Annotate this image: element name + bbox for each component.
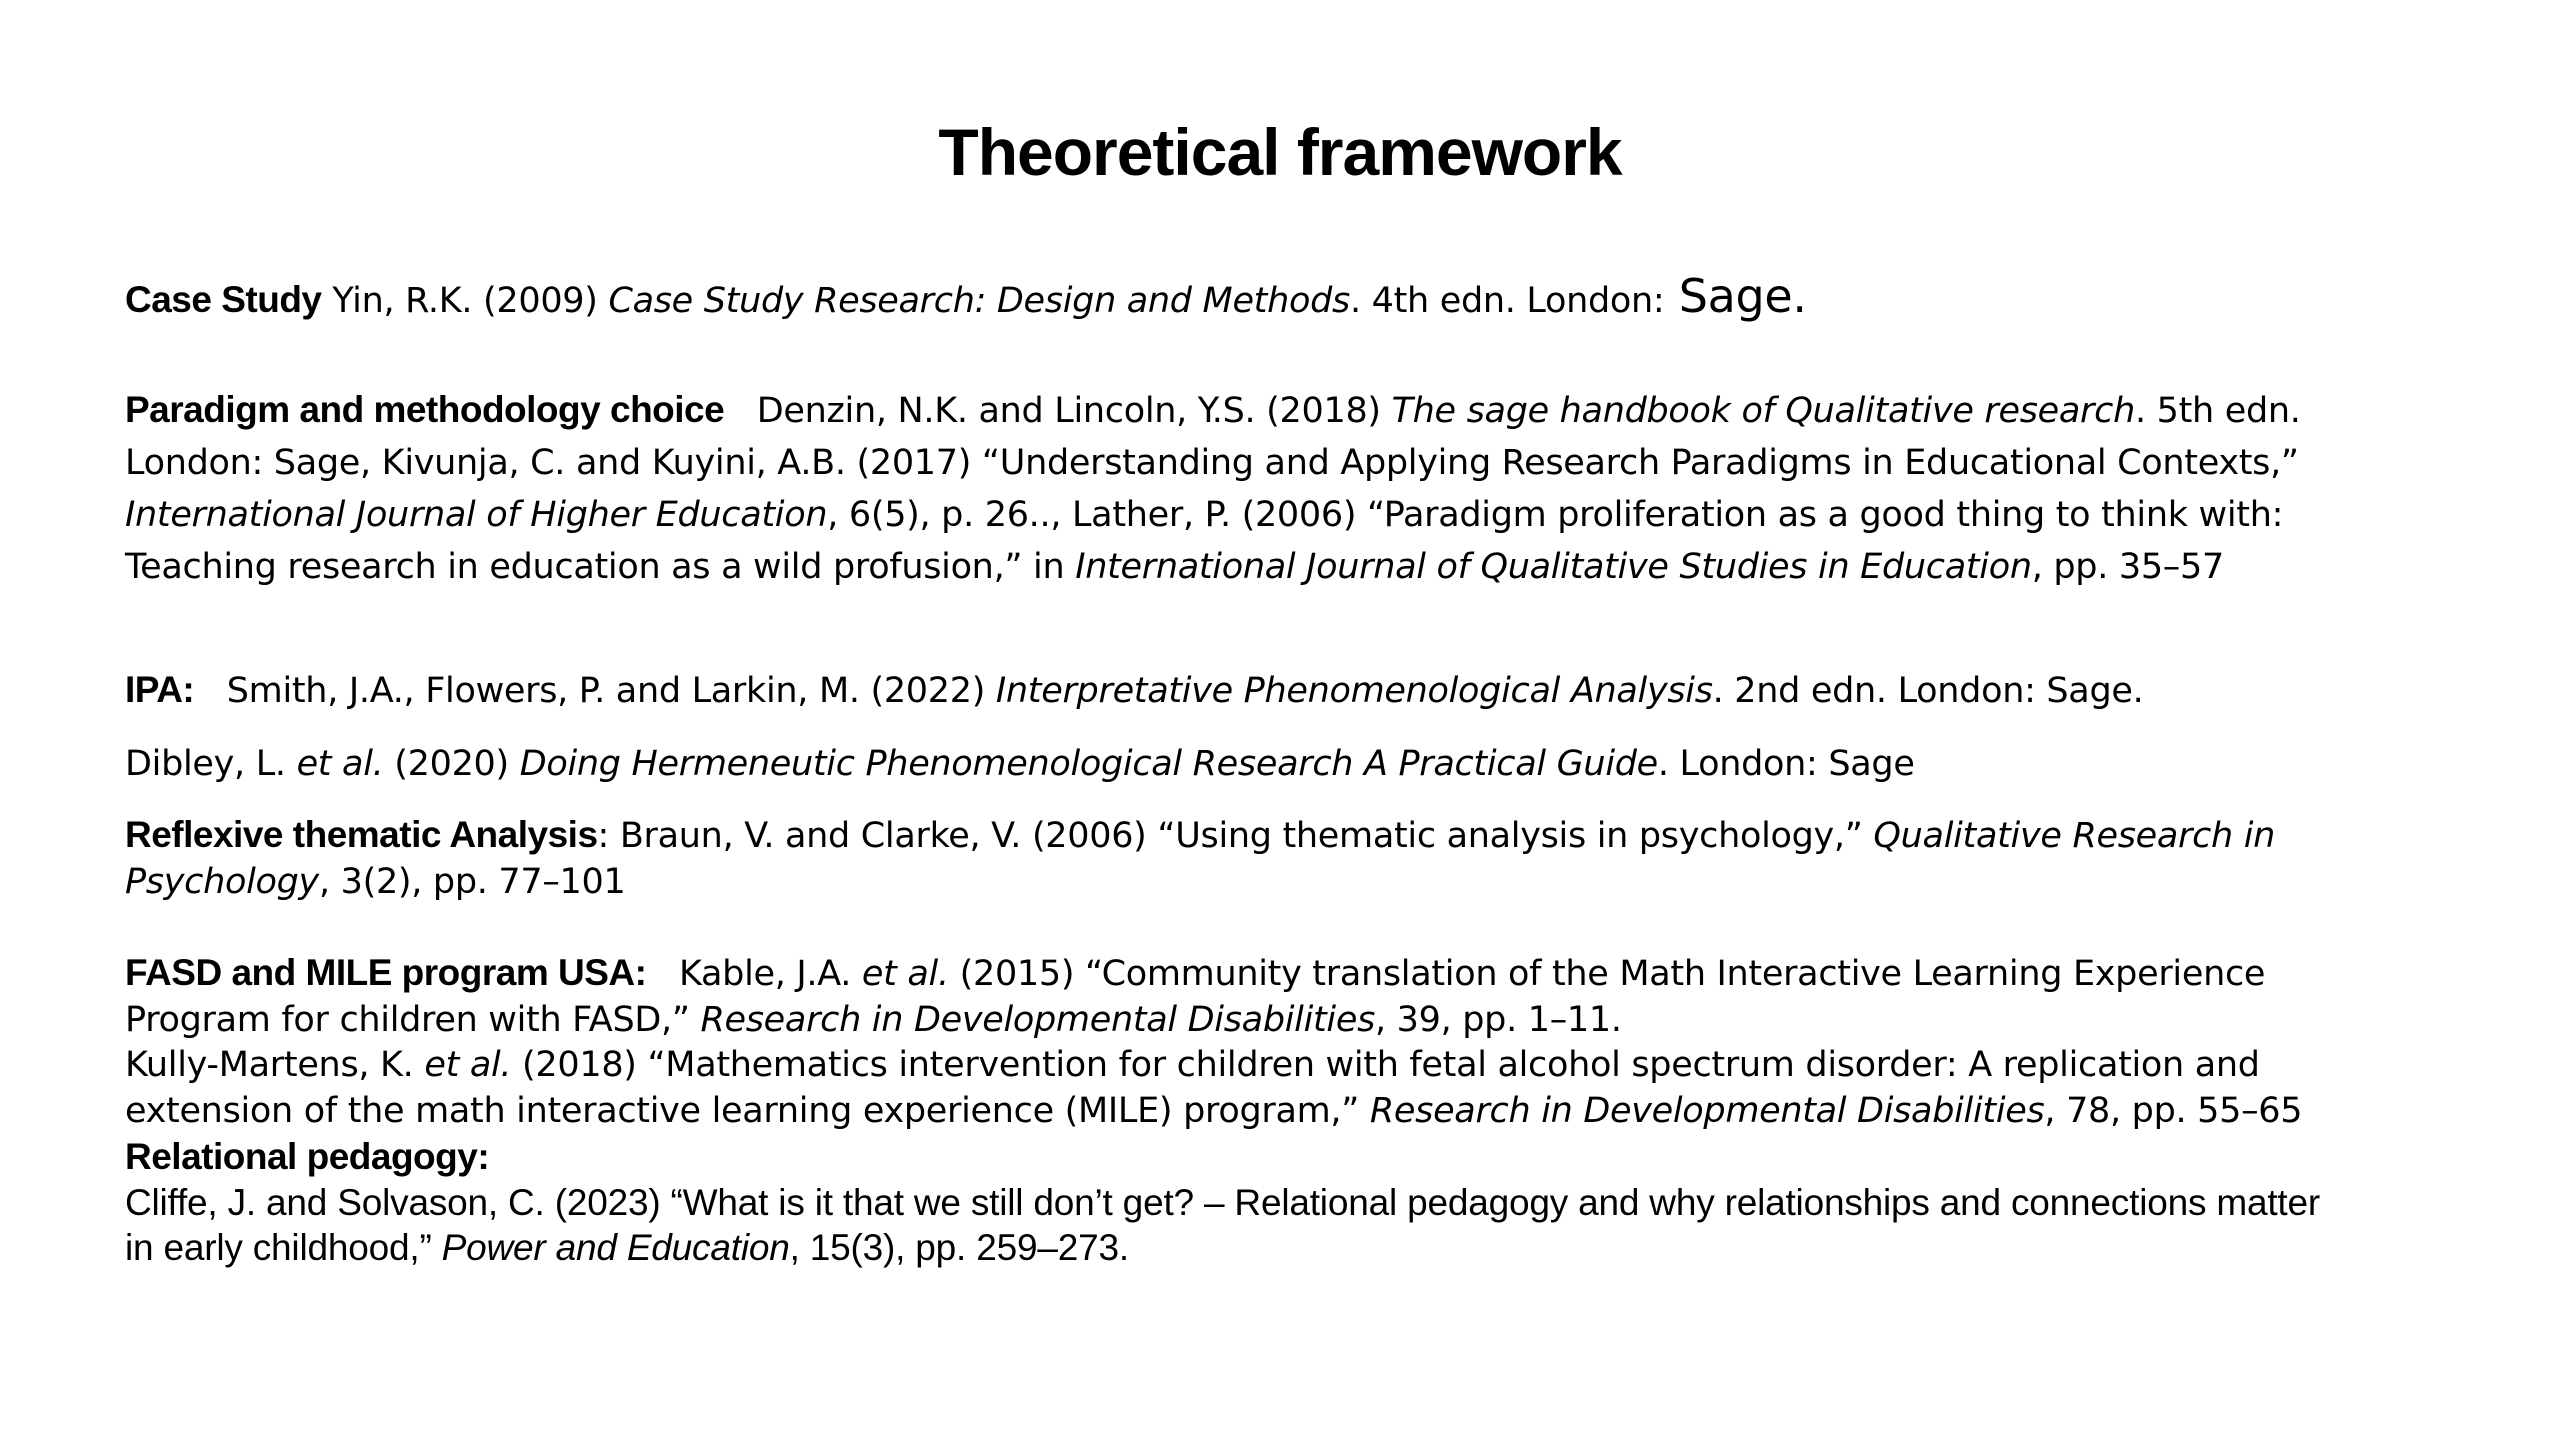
relational-reference bbox=[125, 1180, 2325, 1271]
fasd-et-al-2: et al. bbox=[424, 1045, 512, 1085]
fasd-text-6: , 78, pp. 55–65 bbox=[2044, 1090, 2303, 1131]
fasd-reference bbox=[125, 950, 2325, 1271]
fasd-heading: FASD and MILE program USA bbox=[125, 952, 635, 993]
dibley-text-3: . London: Sage bbox=[1657, 744, 1915, 784]
relational-text-2: , 15(3), pp. 259–273. bbox=[789, 1227, 1129, 1268]
reflexive-text-2: , 3(2), pp. 77–101 bbox=[318, 861, 626, 902]
dibley-text-1: Dibley, L. bbox=[125, 744, 297, 784]
fasd-text-3: , 39, pp. 1–11. bbox=[1375, 999, 1622, 1040]
dibley-reference bbox=[125, 738, 2325, 790]
relational-heading: Relational pedagogy: bbox=[125, 1136, 490, 1177]
fasd-text-2: (2015) “Community translation of the Math Interactive Learning Experience Program for children with FASD,” bbox=[125, 954, 2266, 1040]
fasd-journal-1: Research in Developmental Disabilities bbox=[700, 999, 1376, 1040]
relational-journal: Power and Education bbox=[441, 1227, 790, 1268]
fasd-text-1: Kable, J.A. bbox=[678, 954, 862, 994]
ipa-text-1: Smith, J.A., Flowers, P. and Larkin, M. (2022) bbox=[226, 671, 996, 711]
case-study-heading: Case Study bbox=[125, 279, 322, 320]
paradigm-italic-3: International Journal of Qualitative Studies in Education bbox=[1075, 547, 2032, 587]
reflexive-journal: Qualitative Research in Psychology bbox=[125, 816, 2276, 902]
case-study-edition: . 4th edn. London bbox=[1349, 281, 1653, 321]
case-study-book-title: Case Study Research: Design and Methods bbox=[608, 281, 1350, 321]
fasd-colon: : bbox=[634, 952, 647, 993]
paradigm-text-2: . 5th edn. London: Sage, Kivunja, C. and Kuyini, A.B. (2017) “Understanding and Applying Research Paradigms in Educational Contexts,” bbox=[125, 391, 2301, 483]
paradigm-heading: Paradigm and methodology choice bbox=[125, 389, 725, 430]
paradigm-italic-2: International Journal of Higher Education bbox=[125, 495, 828, 535]
fasd-text-5: (2018) “Mathematics intervention for children with fetal alcohol spectrum disorder: A replication and extension of the math interactive learning experience (MILE) program,” bbox=[125, 1045, 2260, 1131]
ipa-book-title: Interpretative Phenomenological Analysis bbox=[995, 671, 1713, 711]
case-study-text: Yin, R.K. (2009) bbox=[332, 281, 609, 321]
fasd-second-reference bbox=[125, 1043, 2325, 1134]
dibley-et-al: et al. bbox=[296, 744, 384, 784]
ipa-text-2: . 2nd edn. London: Sage. bbox=[1712, 671, 2144, 711]
ipa-heading: IPA: bbox=[125, 669, 195, 710]
fasd-et-al-1: et al. bbox=[861, 954, 949, 994]
case-study-reference bbox=[125, 270, 2325, 327]
relational-text-1: Cliffe, J. and Solvason, C. (2023) “What is it that we still don’t get? – Relational pedagogy and why relationships and connections matter in early childhood,” bbox=[125, 1181, 2321, 1268]
reflexive-reference bbox=[125, 812, 2325, 905]
page-title: Theoretical framework bbox=[938, 115, 1622, 189]
fasd-journal-2: Research in Developmental Disabilities bbox=[1369, 1090, 2045, 1131]
paradigm-text-4: , pp. 35–57 bbox=[2031, 547, 2224, 587]
case-study-colon: : bbox=[1652, 281, 1665, 321]
ipa-reference bbox=[125, 664, 2325, 717]
case-study-publisher: Sage. bbox=[1664, 269, 1807, 323]
fasd-text-4: Kully-Martens, K. bbox=[125, 1045, 425, 1085]
paradigm-italic-1: The sage handbook of Qualitative research bbox=[1391, 391, 2135, 431]
reflexive-text-1: : Braun, V. and Clarke, V. (2006) “Using thematic analysis in psychology,” bbox=[597, 816, 1874, 856]
dibley-book-title: Doing Hermeneutic Phenomenological Research A Practical Guide bbox=[519, 744, 1658, 784]
paradigm-reference bbox=[125, 384, 2325, 593]
paradigm-text-1: Denzin, N.K. and Lincoln, Y.S. (2018) bbox=[756, 391, 1392, 431]
dibley-text-2: (2020) bbox=[383, 744, 520, 784]
reflexive-heading: Reflexive thematic Analysis bbox=[125, 814, 598, 855]
paradigm-text-3: , 6(5), p. 26.., Lather, P. (2006) “Paradigm proliferation as a good thing to think with: Teaching research in education as a wild profusion,” in bbox=[125, 495, 2284, 587]
